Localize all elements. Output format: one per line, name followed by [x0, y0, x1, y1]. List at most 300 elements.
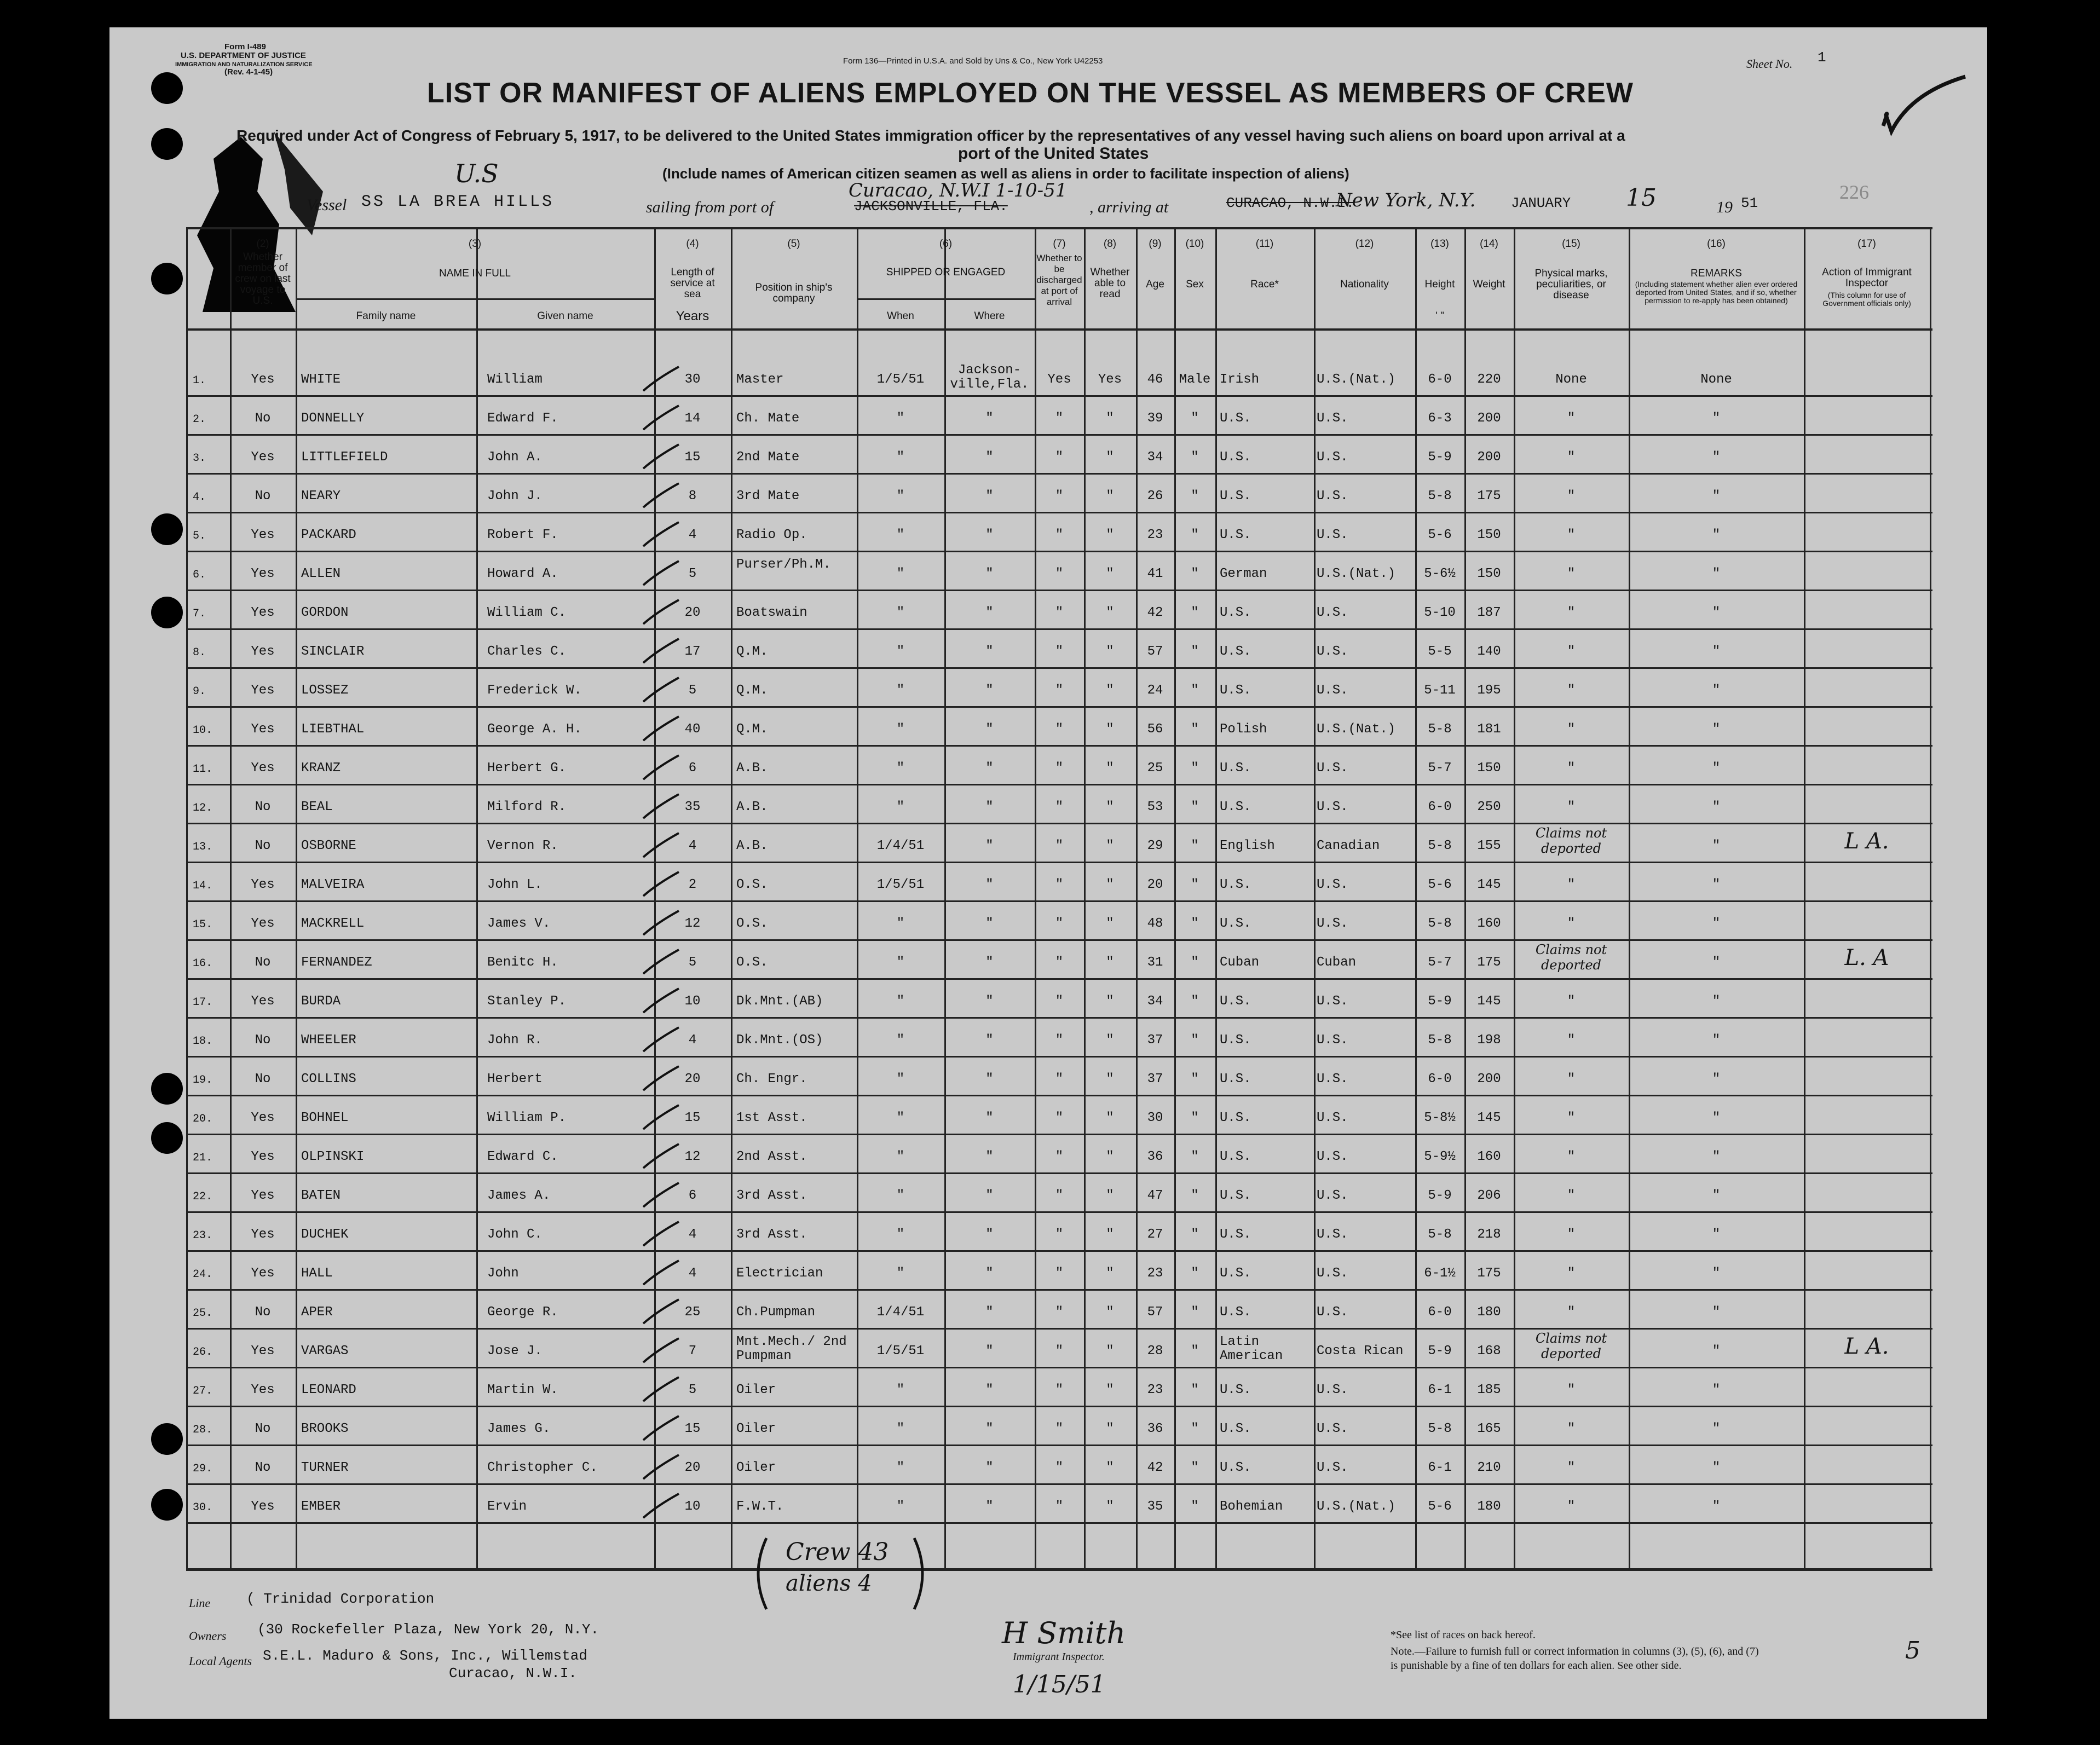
- grid-row-line: [186, 978, 1932, 980]
- col-15-header: Physical marks, peculiarities, or disease: [1534, 268, 1608, 301]
- vessel-label: Vessel: [307, 196, 347, 214]
- row-last-voyage: Yes: [251, 1383, 275, 1397]
- row-age: 34: [1147, 994, 1163, 1009]
- row-shipped-where: ": [985, 839, 994, 853]
- row-number: 18.: [193, 1035, 213, 1048]
- row-physical-marks: Claims not deported: [1535, 825, 1607, 856]
- row-shipped-where: ": [985, 1460, 994, 1475]
- row-given-name: Jose J.: [487, 1344, 543, 1359]
- row-race: U.S.: [1220, 916, 1251, 931]
- authority-line: Required under Act of Congress of February 5, 1917, to be delivered to the United States immigration officer by the representatives of any vessel having such aliens on board upon arrival at a: [236, 127, 1625, 144]
- row-physical-marks: ": [1567, 1033, 1576, 1048]
- row-race: U.S.: [1220, 450, 1251, 465]
- row-shipped-when: ": [896, 955, 905, 970]
- row-weight: 180: [1477, 1305, 1501, 1320]
- row-given-name: Edward C.: [487, 1149, 558, 1164]
- row-able-to-read: ": [1106, 489, 1114, 504]
- row-family-name: COLLINS: [301, 1072, 356, 1087]
- row-shipped-where: ": [985, 1111, 994, 1125]
- row-nationality: Costa Rican: [1317, 1344, 1404, 1359]
- row-nationality: U.S.: [1317, 1460, 1348, 1475]
- col-9-number: (9): [1149, 238, 1162, 250]
- row-able-to-read: ": [1106, 1188, 1114, 1203]
- row-family-name: DUCHEK: [301, 1227, 349, 1242]
- row-age: 28: [1147, 1344, 1163, 1359]
- service: IMMIGRATION AND NATURALIZATION SERVICE: [175, 61, 313, 68]
- row-physical-marks: Claims not deported: [1535, 942, 1607, 973]
- row-position: Q.M.: [736, 722, 768, 737]
- row-number: 20.: [193, 1113, 213, 1125]
- row-service-years: 20: [684, 1460, 701, 1475]
- row-position: Ch. Mate: [736, 411, 800, 426]
- row-height: 5-9½: [1424, 1149, 1456, 1164]
- row-nationality: U.S.: [1317, 1383, 1348, 1397]
- row-service-years: 12: [684, 1149, 701, 1164]
- col-16-note: (Including statement whether alien ever ordered deported from United States, and if so, whether permission to re-apply has been obtained): [1635, 280, 1798, 305]
- row-service-years: 7: [688, 1344, 697, 1359]
- row-given-name: John J.: [487, 489, 543, 504]
- arriving-handwritten: New York, N.Y.: [1336, 189, 1476, 211]
- page-title: LIST OR MANIFEST OF ALIENS EMPLOYED ON THE VESSEL AS MEMBERS OF CREW: [427, 77, 1634, 109]
- row-inspector-action: L A.: [1844, 829, 1889, 854]
- row-shipped-where: ": [985, 1149, 994, 1164]
- row-remarks: ": [1712, 1422, 1721, 1436]
- row-shipped-where: ": [985, 411, 994, 426]
- row-age: 57: [1147, 1305, 1163, 1320]
- row-remarks: ": [1712, 1305, 1721, 1320]
- inspector-signature: H Smith: [1002, 1616, 1126, 1650]
- row-age: 42: [1147, 605, 1163, 620]
- row-family-name: HALL: [301, 1266, 333, 1281]
- row-shipped-where: ": [985, 994, 994, 1009]
- row-remarks: ": [1712, 411, 1721, 426]
- row-discharged: ": [1055, 800, 1064, 814]
- row-remarks: ": [1712, 644, 1721, 659]
- arriving-label: , arriving at: [1089, 198, 1169, 216]
- row-height: 6-0: [1428, 800, 1452, 814]
- col-14-header: Weight: [1473, 279, 1505, 290]
- row-last-voyage: No: [255, 1460, 271, 1475]
- row-nationality: U.S.: [1317, 528, 1348, 542]
- row-nationality: U.S.: [1317, 1033, 1348, 1048]
- tick-mark-icon: [641, 1334, 684, 1367]
- arrival-month: JANUARY: [1511, 195, 1571, 211]
- row-shipped-when: 1/5/51: [876, 372, 925, 387]
- row-age: 42: [1147, 1460, 1163, 1475]
- row-able-to-read: ": [1106, 1383, 1114, 1397]
- owners-label: Owners: [189, 1629, 227, 1643]
- row-remarks: ": [1712, 605, 1721, 620]
- row-nationality: U.S.: [1317, 411, 1348, 426]
- row-weight: 200: [1477, 450, 1501, 465]
- row-remarks: ": [1712, 1111, 1721, 1125]
- row-nationality: Cuban: [1317, 955, 1357, 970]
- row-weight: 181: [1477, 722, 1501, 737]
- col-13-units: ' ": [1435, 310, 1444, 322]
- grid-row-line: [186, 1211, 1932, 1213]
- col-6-when: When: [887, 310, 914, 322]
- row-last-voyage: Yes: [251, 567, 275, 581]
- row-given-name: John A.: [487, 450, 543, 465]
- row-last-voyage: Yes: [251, 1111, 275, 1125]
- row-discharged: ": [1055, 450, 1064, 465]
- row-physical-marks: ": [1567, 450, 1576, 465]
- row-height: 5-8: [1428, 1422, 1452, 1436]
- row-height: 6-1½: [1424, 1266, 1456, 1281]
- row-race: U.S.: [1220, 1072, 1251, 1087]
- row-race: Cuban: [1220, 955, 1260, 970]
- row-remarks: ": [1712, 1188, 1721, 1203]
- row-shipped-where: ": [985, 1422, 994, 1436]
- row-race: Latin American: [1220, 1334, 1283, 1363]
- row-service-years: 6: [688, 1188, 697, 1203]
- row-race: Polish: [1220, 722, 1267, 737]
- tick-mark-icon: [641, 362, 684, 395]
- row-nationality: U.S.(Nat.): [1317, 1499, 1396, 1514]
- agents-value: S.E.L. Maduro & Sons, Inc., Willemstad: [263, 1648, 587, 1664]
- row-discharged: ": [1055, 994, 1064, 1009]
- row-number: 16.: [193, 957, 213, 970]
- row-age: 31: [1147, 955, 1163, 970]
- row-able-to-read: ": [1106, 528, 1114, 542]
- col-15-number: (15): [1562, 238, 1580, 250]
- row-shipped-when: ": [896, 1383, 905, 1397]
- row-sex: ": [1191, 683, 1199, 698]
- col-16-header: REMARKS: [1691, 268, 1742, 279]
- row-shipped-when: ": [896, 800, 905, 814]
- row-able-to-read: ": [1106, 567, 1114, 581]
- row-race: U.S.: [1220, 1422, 1251, 1436]
- row-nationality: U.S.: [1317, 450, 1348, 465]
- row-height: 5-7: [1428, 761, 1452, 776]
- grid-row-line: [186, 745, 1932, 747]
- row-shipped-when: ": [896, 1188, 905, 1203]
- row-nationality: Canadian: [1317, 839, 1380, 853]
- row-shipped-where: ": [985, 567, 994, 581]
- row-able-to-read: ": [1106, 1422, 1114, 1436]
- agents-label: Local Agents: [189, 1654, 252, 1668]
- row-family-name: EMBER: [301, 1499, 341, 1514]
- row-number: 6.: [193, 569, 206, 581]
- row-shipped-when: ": [896, 1460, 905, 1475]
- row-discharged: ": [1055, 411, 1064, 426]
- page-stamp: 226: [1839, 181, 1869, 203]
- punch-hole: [151, 513, 183, 545]
- grid-row-line: [186, 227, 1932, 229]
- grid-row-line: [186, 628, 1932, 630]
- grid-row-line: [186, 1134, 1932, 1135]
- row-sex: ": [1191, 1111, 1199, 1125]
- row-last-voyage: No: [255, 1033, 271, 1048]
- row-remarks: ": [1712, 1383, 1721, 1397]
- tick-mark-icon: [641, 868, 684, 900]
- row-number: 30.: [193, 1501, 213, 1514]
- col-2-number: (2): [256, 238, 269, 250]
- row-race: U.S.: [1220, 1305, 1251, 1320]
- row-nationality: U.S.: [1317, 1149, 1348, 1164]
- row-last-voyage: Yes: [251, 450, 275, 465]
- row-last-voyage: No: [255, 1422, 271, 1436]
- row-nationality: U.S.: [1317, 683, 1348, 698]
- department: U.S. DEPARTMENT OF JUSTICE: [181, 51, 306, 60]
- corner-mark: 5: [1905, 1637, 1920, 1665]
- tick-mark-icon: [641, 1295, 684, 1328]
- row-sex: ": [1191, 1188, 1199, 1203]
- row-position: 3rd Asst.: [736, 1188, 807, 1203]
- check-mark-icon: [1878, 71, 1971, 142]
- row-physical-marks: ": [1567, 567, 1576, 581]
- row-remarks: ": [1712, 450, 1721, 465]
- port-handwritten: Curacao, N.W.I 1-10-51: [849, 180, 1068, 201]
- row-number: 28.: [193, 1424, 213, 1436]
- fine-note-2: is punishable by a fine of ten dollars for each alien. See other side.: [1391, 1660, 1682, 1672]
- row-sex: ": [1191, 450, 1199, 465]
- us-mark: U.S: [454, 159, 499, 188]
- row-shipped-when: ": [896, 1499, 905, 1514]
- row-remarks: ": [1712, 489, 1721, 504]
- row-given-name: Milford R.: [487, 800, 567, 814]
- row-given-name: Robert F.: [487, 528, 558, 542]
- row-physical-marks: ": [1567, 916, 1576, 931]
- grid-row-line: [186, 784, 1932, 785]
- row-age: 20: [1147, 877, 1163, 892]
- row-remarks: None: [1700, 372, 1732, 387]
- row-height: 6-0: [1428, 372, 1452, 387]
- row-age: 23: [1147, 1266, 1163, 1281]
- row-discharged: ": [1055, 644, 1064, 659]
- row-shipped-where: ": [985, 761, 994, 776]
- row-shipped-when: ": [896, 1266, 905, 1281]
- row-shipped-when: ": [896, 644, 905, 659]
- row-nationality: U.S.: [1317, 1305, 1348, 1320]
- row-race: U.S.: [1220, 1111, 1251, 1125]
- col-3-header: NAME IN FULL: [439, 268, 511, 279]
- row-service-years: 5: [688, 955, 697, 970]
- row-able-to-read: ": [1106, 994, 1114, 1009]
- row-shipped-when: ": [896, 605, 905, 620]
- row-able-to-read: ": [1106, 1266, 1114, 1281]
- col-11-header: Race*: [1250, 279, 1279, 290]
- row-able-to-read: ": [1106, 1033, 1114, 1048]
- row-family-name: ALLEN: [301, 567, 341, 581]
- row-physical-marks: None: [1555, 372, 1587, 387]
- row-given-name: William P.: [487, 1111, 567, 1125]
- row-height: 6-1: [1428, 1460, 1452, 1475]
- row-service-years: 10: [684, 1499, 701, 1514]
- punch-hole: [151, 1489, 183, 1521]
- row-shipped-when: ": [896, 411, 905, 426]
- row-position: O.S.: [736, 877, 768, 892]
- row-position: Master: [736, 372, 784, 387]
- row-number: 11.: [193, 763, 213, 776]
- row-physical-marks: ": [1567, 411, 1576, 426]
- row-shipped-where: ": [985, 1383, 994, 1397]
- tick-mark-icon: [641, 557, 684, 590]
- row-nationality: U.S.: [1317, 1227, 1348, 1242]
- row-remarks: ": [1712, 1499, 1721, 1514]
- row-sex: ": [1191, 567, 1199, 581]
- grid-row-line: [186, 667, 1932, 669]
- row-remarks: ": [1712, 800, 1721, 814]
- col-3-given: Given name: [537, 310, 593, 322]
- row-age: 41: [1147, 567, 1163, 581]
- row-nationality: U.S.: [1317, 605, 1348, 620]
- row-shipped-where: ": [985, 1305, 994, 1320]
- inspector-label: Immigrant Inspector.: [1013, 1651, 1105, 1663]
- row-inspector-action: L. A: [1844, 945, 1889, 970]
- row-number: 5.: [193, 530, 206, 542]
- row-nationality: U.S.: [1317, 1422, 1348, 1436]
- row-number: 24.: [193, 1268, 213, 1281]
- row-weight: 185: [1477, 1383, 1501, 1397]
- row-shipped-when: ": [896, 916, 905, 931]
- col-6-number: (6): [939, 238, 953, 250]
- row-remarks: ": [1712, 1460, 1721, 1475]
- row-sex: ": [1191, 1033, 1199, 1048]
- row-nationality: U.S.: [1317, 1072, 1348, 1087]
- line-label: Line: [189, 1596, 211, 1610]
- row-discharged: ": [1055, 489, 1064, 504]
- grid-row-line: [186, 473, 1932, 475]
- grid-row-line: [186, 328, 1932, 331]
- col-6-header: SHIPPED OR ENGAGED: [886, 267, 1006, 278]
- col-9-header: Age: [1146, 279, 1164, 290]
- row-discharged: ": [1055, 1033, 1064, 1048]
- col-6-where: Where: [974, 310, 1005, 322]
- col-2-header: Whether member of crew on last voyage to U.S.: [235, 251, 291, 307]
- row-race: U.S.: [1220, 1460, 1251, 1475]
- row-age: 35: [1147, 1499, 1163, 1514]
- row-weight: 198: [1477, 1033, 1501, 1048]
- row-given-name: George R.: [487, 1305, 558, 1320]
- tick-mark-icon: [641, 1178, 684, 1211]
- row-last-voyage: Yes: [251, 877, 275, 892]
- row-shipped-where: ": [985, 955, 994, 970]
- row-able-to-read: Yes: [1098, 372, 1122, 387]
- grid-subheader-line: [296, 298, 654, 300]
- row-physical-marks: ": [1567, 761, 1576, 776]
- row-number: 27.: [193, 1385, 213, 1397]
- row-physical-marks: ": [1567, 1188, 1576, 1203]
- row-given-name: James G.: [487, 1422, 551, 1436]
- row-sex: ": [1191, 1344, 1199, 1359]
- row-given-name: James V.: [487, 916, 551, 931]
- row-discharged: ": [1055, 1149, 1064, 1164]
- row-age: 57: [1147, 644, 1163, 659]
- col-7-header: Whether to be discharged at port of arrival: [1036, 253, 1082, 307]
- row-sex: ": [1191, 1460, 1199, 1475]
- row-height: 5-9: [1428, 1344, 1452, 1359]
- row-able-to-read: ": [1106, 644, 1114, 659]
- row-nationality: U.S.: [1317, 761, 1348, 776]
- row-remarks: ": [1712, 1149, 1721, 1164]
- grid-row-line: [186, 1250, 1932, 1252]
- grid-row-line: [186, 1328, 1932, 1330]
- row-height: 6-0: [1428, 1072, 1452, 1087]
- row-family-name: BOHNEL: [301, 1111, 349, 1125]
- row-discharged: ": [1055, 1188, 1064, 1203]
- row-service-years: 30: [684, 372, 701, 387]
- row-given-name: Martin W.: [487, 1383, 558, 1397]
- row-age: 37: [1147, 1072, 1163, 1087]
- col-16-number: (16): [1707, 238, 1726, 250]
- row-service-years: 40: [684, 722, 701, 737]
- col-8-number: (8): [1103, 238, 1117, 250]
- col-10-number: (10): [1185, 238, 1204, 250]
- row-age: 27: [1147, 1227, 1163, 1242]
- row-given-name: Herbert: [487, 1072, 543, 1087]
- row-given-name: John L.: [487, 877, 543, 892]
- row-weight: 220: [1477, 372, 1501, 387]
- row-physical-marks: ": [1567, 644, 1576, 659]
- tick-mark-icon: [641, 1023, 684, 1056]
- row-given-name: Howard A.: [487, 567, 558, 581]
- row-shipped-where: ": [985, 877, 994, 892]
- row-family-name: OLPINSKI: [301, 1149, 365, 1164]
- row-service-years: 25: [684, 1305, 701, 1320]
- row-nationality: U.S.: [1317, 644, 1348, 659]
- row-sex: ": [1191, 877, 1199, 892]
- tick-mark-icon: [641, 906, 684, 939]
- tick-mark-icon: [641, 634, 684, 667]
- row-nationality: U.S.: [1317, 916, 1348, 931]
- row-shipped-when: ": [896, 722, 905, 737]
- row-family-name: OSBORNE: [301, 839, 356, 853]
- row-physical-marks: ": [1567, 1305, 1576, 1320]
- row-age: 53: [1147, 800, 1163, 814]
- row-nationality: U.S.: [1317, 1188, 1348, 1203]
- row-physical-marks: ": [1567, 722, 1576, 737]
- row-given-name: Frederick W.: [487, 683, 582, 698]
- col-14-number: (14): [1480, 238, 1498, 250]
- col-8-header: Whether able to read: [1090, 267, 1130, 300]
- row-last-voyage: No: [255, 839, 271, 853]
- tick-mark-icon: [641, 1489, 684, 1522]
- grid-row-line: [186, 551, 1932, 552]
- row-race: U.S.: [1220, 489, 1251, 504]
- row-given-name: Charles C.: [487, 644, 567, 659]
- punch-hole: [151, 597, 183, 628]
- grid-row-line: [186, 1017, 1932, 1019]
- row-able-to-read: ": [1106, 722, 1114, 737]
- row-shipped-when: ": [896, 450, 905, 465]
- row-family-name: DONNELLY: [301, 411, 365, 426]
- row-last-voyage: Yes: [251, 994, 275, 1009]
- row-remarks: ": [1712, 916, 1721, 931]
- col-12-header: Nationality: [1340, 279, 1389, 290]
- row-height: 5-8: [1428, 916, 1452, 931]
- row-given-name: John: [487, 1266, 519, 1281]
- row-age: 39: [1147, 411, 1163, 426]
- row-discharged: ": [1055, 605, 1064, 620]
- row-sex: ": [1191, 722, 1199, 737]
- row-shipped-where: ": [985, 722, 994, 737]
- row-shipped-when: ": [896, 528, 905, 542]
- row-number: 15.: [193, 918, 213, 931]
- col-3-family: Family name: [356, 310, 416, 322]
- row-weight: 150: [1477, 567, 1501, 581]
- row-weight: 218: [1477, 1227, 1501, 1242]
- row-able-to-read: ": [1106, 839, 1114, 853]
- row-position: Dk.Mnt.(OS): [736, 1033, 823, 1048]
- row-service-years: 5: [688, 567, 697, 581]
- arrival-day: 15: [1626, 184, 1657, 212]
- row-age: 36: [1147, 1422, 1163, 1436]
- grid-row-line: [186, 1444, 1932, 1446]
- row-discharged: ": [1055, 1460, 1064, 1475]
- row-service-years: 4: [688, 1266, 697, 1281]
- row-height: 6-3: [1428, 411, 1452, 426]
